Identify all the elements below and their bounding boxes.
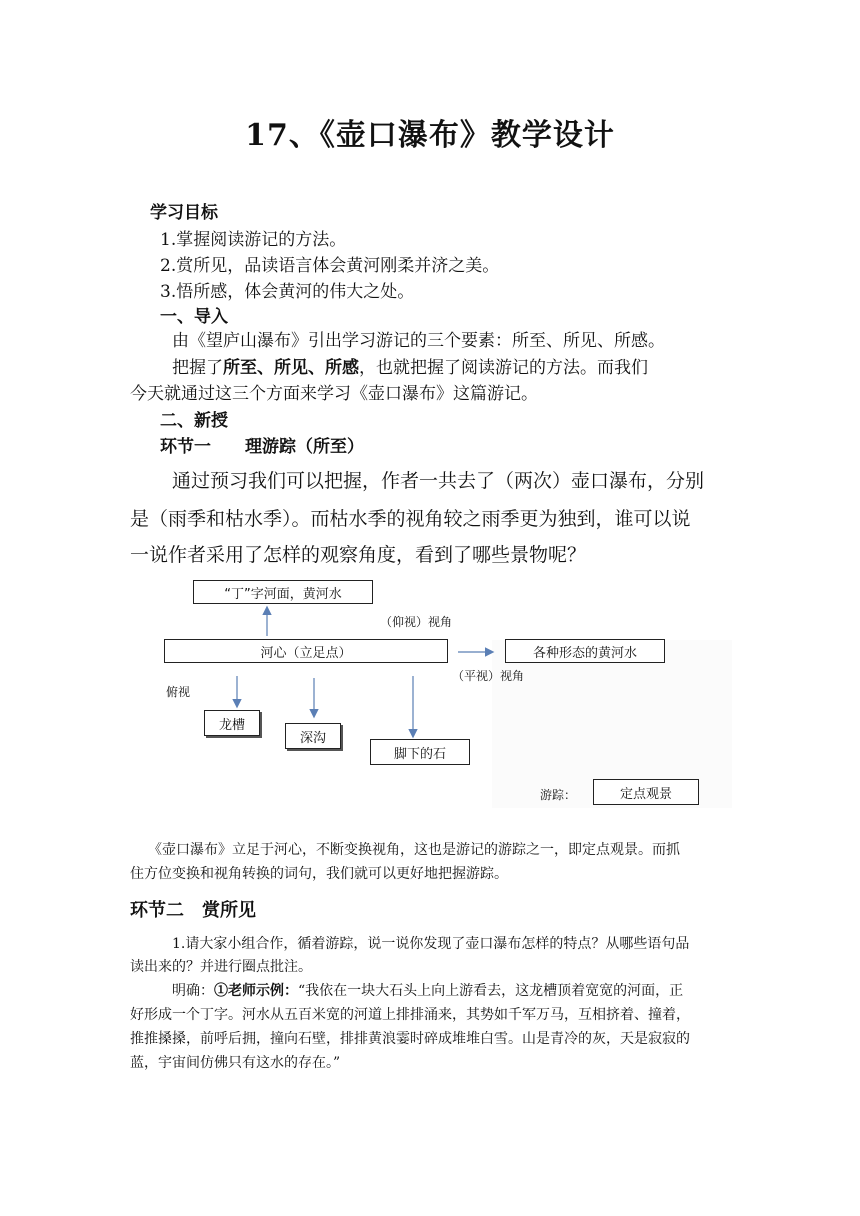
top-box: “丁”字河面，黄河水 — [193, 580, 373, 604]
section-heading-new: 二、新授 — [160, 411, 228, 431]
body-paragraph-line: 是（雨季和枯水季）。而枯水季的视角较之雨季更为独到，谁可以说 — [130, 508, 691, 530]
subsection-heading: 环节一 理游踪（所至） — [160, 437, 364, 457]
answer-line: 推推搡搡，前呼后拥，撞向石壁，排排黄浪霎时碎成堆堆白雪。山是青冷的灰，天是寂寂的 — [130, 1031, 690, 1047]
intro-line: 由《望庐山瀑布》引出学习游记的三个要素：所至、所见、所感。 — [172, 331, 665, 351]
label-level-view: （平视）视角 — [452, 669, 525, 683]
intro-text: ，也就把握了阅读游记的方法。而我们 — [359, 358, 648, 378]
body-paragraph-line: 通过预习我们可以把握，作者一共去了（两次）壶口瀑布，分别 — [172, 470, 705, 492]
objective-item: 1.掌握阅读游记的方法。 — [160, 230, 347, 250]
label-upward-view: （仰视）视角 — [380, 615, 453, 629]
answer-bold: ①老师示例： — [214, 983, 298, 999]
intro-line: 今天就通过这三个方面来学习《壶口瀑布》这篇游记。 — [130, 384, 538, 404]
answer-text: “我依在一块大石头上向上游看去，这龙槽顶着宽宽的河面，正 — [298, 983, 684, 999]
objectives-heading: 学习目标 — [150, 203, 218, 223]
trail-label: 游踪： — [540, 788, 577, 802]
subsection-heading: 环节二 赏所见 — [130, 900, 256, 921]
answer-line: 好形成一个丁字。河水从五百米宽的河道上排排涌来，其势如千军万马，互相挤着、撞着， — [130, 1007, 690, 1023]
body-paragraph-line: 一说作者采用了怎样的观察角度，看到了哪些景物呢？ — [130, 544, 587, 566]
answer-prefix: 明确： — [172, 983, 214, 999]
answer-line — [172, 980, 683, 1000]
objective-item: 2.赏所见，品读语言体会黄河刚柔并济之美。 — [160, 256, 500, 276]
box-dragon-trough: 龙槽 — [204, 710, 260, 736]
box-rocks-below: 脚下的石 — [370, 739, 470, 765]
intro-text: 把握了 — [172, 358, 223, 378]
center-box: 河心（立足点） — [164, 639, 448, 663]
intro-bold-text: 所至、所见、所感 — [223, 358, 359, 378]
section-heading-intro: 一、导入 — [160, 307, 228, 327]
answer-line: 蓝，宇宙间仿佛只有这水的存在。” — [130, 1055, 341, 1071]
right-box: 各种形态的黄河水 — [505, 639, 665, 663]
box-deep-gully: 深沟 — [285, 723, 341, 749]
trail-box: 定点观景 — [593, 779, 699, 805]
question-line: 读出来的？并进行圈点批注。 — [130, 959, 312, 975]
note-line: 《壶口瀑布》立足于河心，不断变换视角，这也是游记的游踪之一，即定点观景。而抓 — [148, 842, 680, 858]
page-title: 17、《壶口瀑布》教学设计 — [245, 118, 615, 153]
note-line: 住方位变换和视角转换的词句，我们就可以更好地把握游踪。 — [130, 866, 508, 882]
question-line: 1.请大家小组合作，循着游踪，说一说你发现了壶口瀑布怎样的特点？从哪些语句品 — [172, 936, 690, 952]
objective-item: 3.悟所感，体会黄河的伟大之处。 — [160, 282, 415, 302]
label-downward-view: 俯视 — [166, 685, 191, 699]
